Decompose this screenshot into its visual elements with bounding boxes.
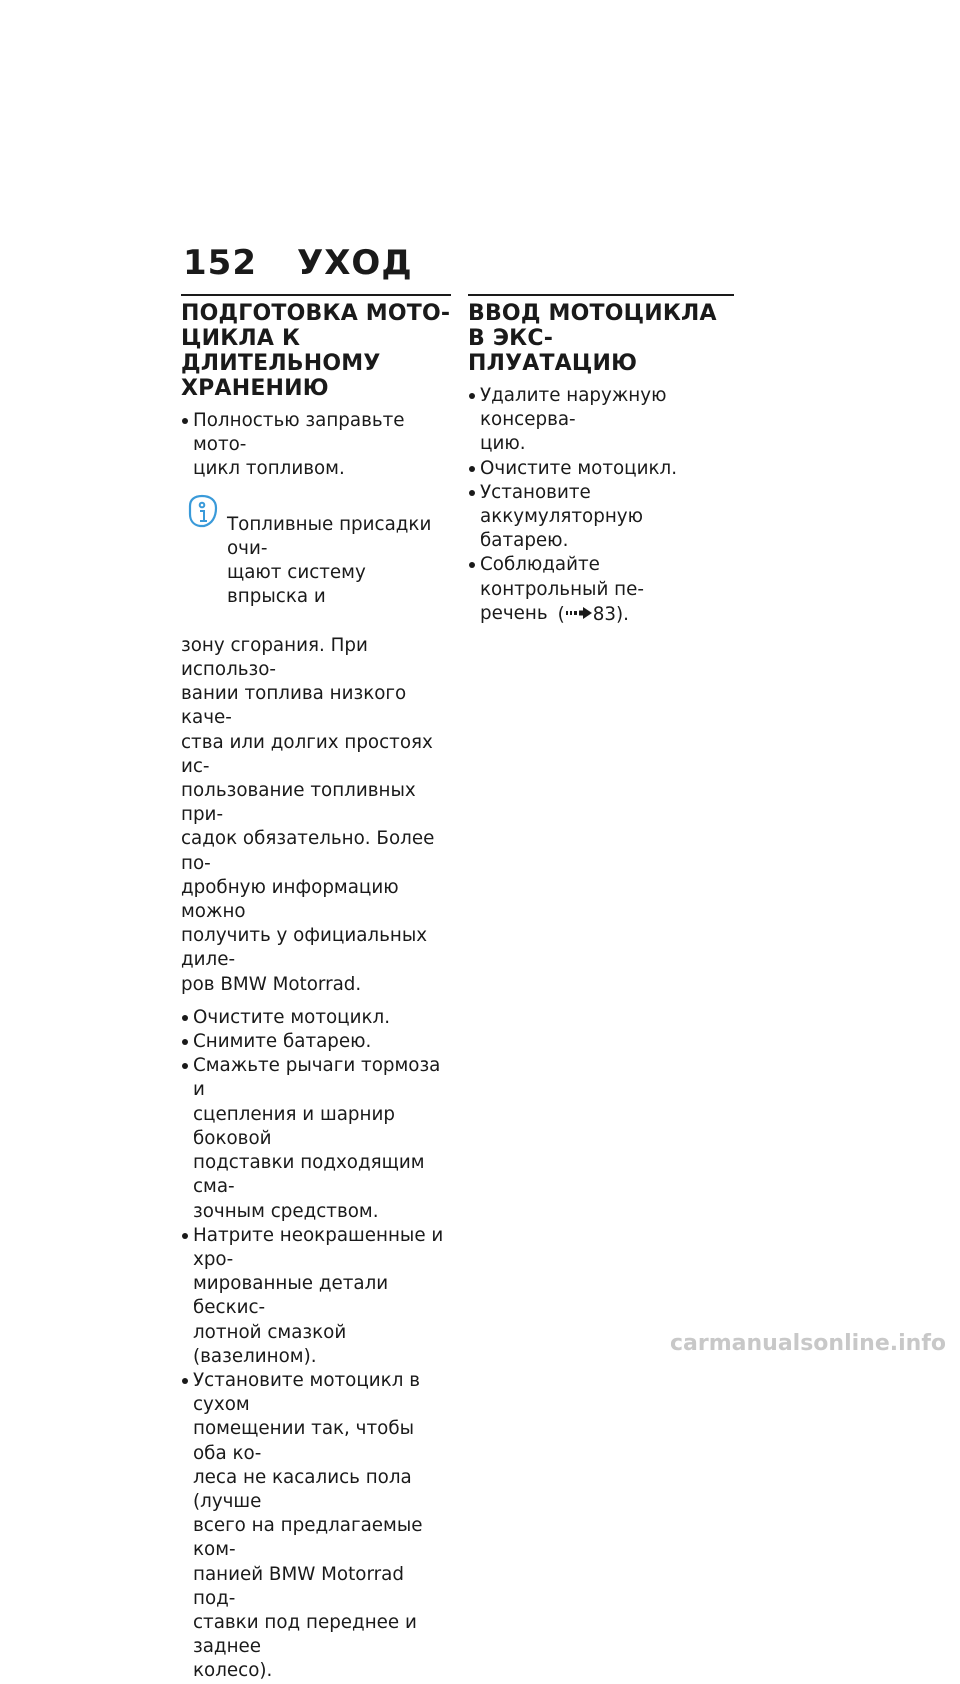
list-item: Очистите мотоцикл. — [468, 457, 734, 481]
storage-steps-top — [181, 409, 451, 482]
list-item: Установите аккумуляторную батарею. — [468, 481, 734, 554]
info-note — [181, 489, 451, 997]
section-divider — [181, 294, 451, 296]
checklist-line2: речень — [480, 602, 548, 624]
info-icon — [182, 492, 222, 532]
ref-page-number: 83). — [592, 603, 629, 625]
chapter-title: УХОД — [296, 243, 413, 283]
checklist-line1: Соблюдайте контрольный пе- — [480, 554, 644, 600]
page-number: 152 — [183, 243, 257, 283]
list-item: Полностью заправьте мото- цикл топливом. — [181, 409, 451, 482]
storage-steps — [181, 1006, 451, 1684]
info-text-indented: Топливные присадки очи- щают систему впрыска и — [227, 513, 432, 608]
list-item: Удалите наружную консерва- цию. — [468, 384, 734, 457]
list-item: Установите мотоцикл в сухом помещении так, чтобы оба ко- леса не касались пола (лучше всего на предлагаемые ком- панией BMW Motorrad под- ставки под переднее и заднее колесо). — [181, 1369, 451, 1684]
page-reference-arrow-icon — [565, 606, 593, 620]
left-column — [181, 294, 451, 1684]
recommission-steps — [468, 384, 734, 627]
ref-open-paren: ( — [557, 603, 565, 625]
list-item: Смажьте рычаги тормоза и сцепления и шарнир боковой подставки подходящим сма- зочным средством. — [181, 1054, 451, 1223]
list-item-checklist — [468, 553, 734, 627]
list-item: Очистите мотоцикл. — [181, 1006, 451, 1030]
section-divider — [468, 294, 734, 296]
list-item: Натрите неокрашенные и хро- мированные детали бескис- лотной смазкой (вазелином). — [181, 1224, 451, 1369]
watermark: carmanualsonline.info — [670, 1331, 946, 1356]
section-heading-recommission: ВВОД МОТОЦИКЛА В ЭКС- ПЛУАТАЦИЮ — [468, 301, 717, 376]
info-text: зону сгорания. При использо- вании топлива низкого каче- ства или долгих простоях ис- пользование топливных при- садок обязательно. Более по- дробную информацию можно получить у официальных диле- ров BMW Motorrad. — [181, 634, 435, 995]
page-reference[interactable] — [558, 603, 629, 627]
list-item: Снимите батарею. — [181, 1030, 451, 1054]
page-header — [183, 243, 413, 283]
right-column — [468, 294, 734, 627]
section-heading-storage: ПОДГОТОВКА МОТО- ЦИКЛА К ДЛИТЕЛЬНОМУ ХРАНЕНИЮ — [181, 301, 451, 401]
